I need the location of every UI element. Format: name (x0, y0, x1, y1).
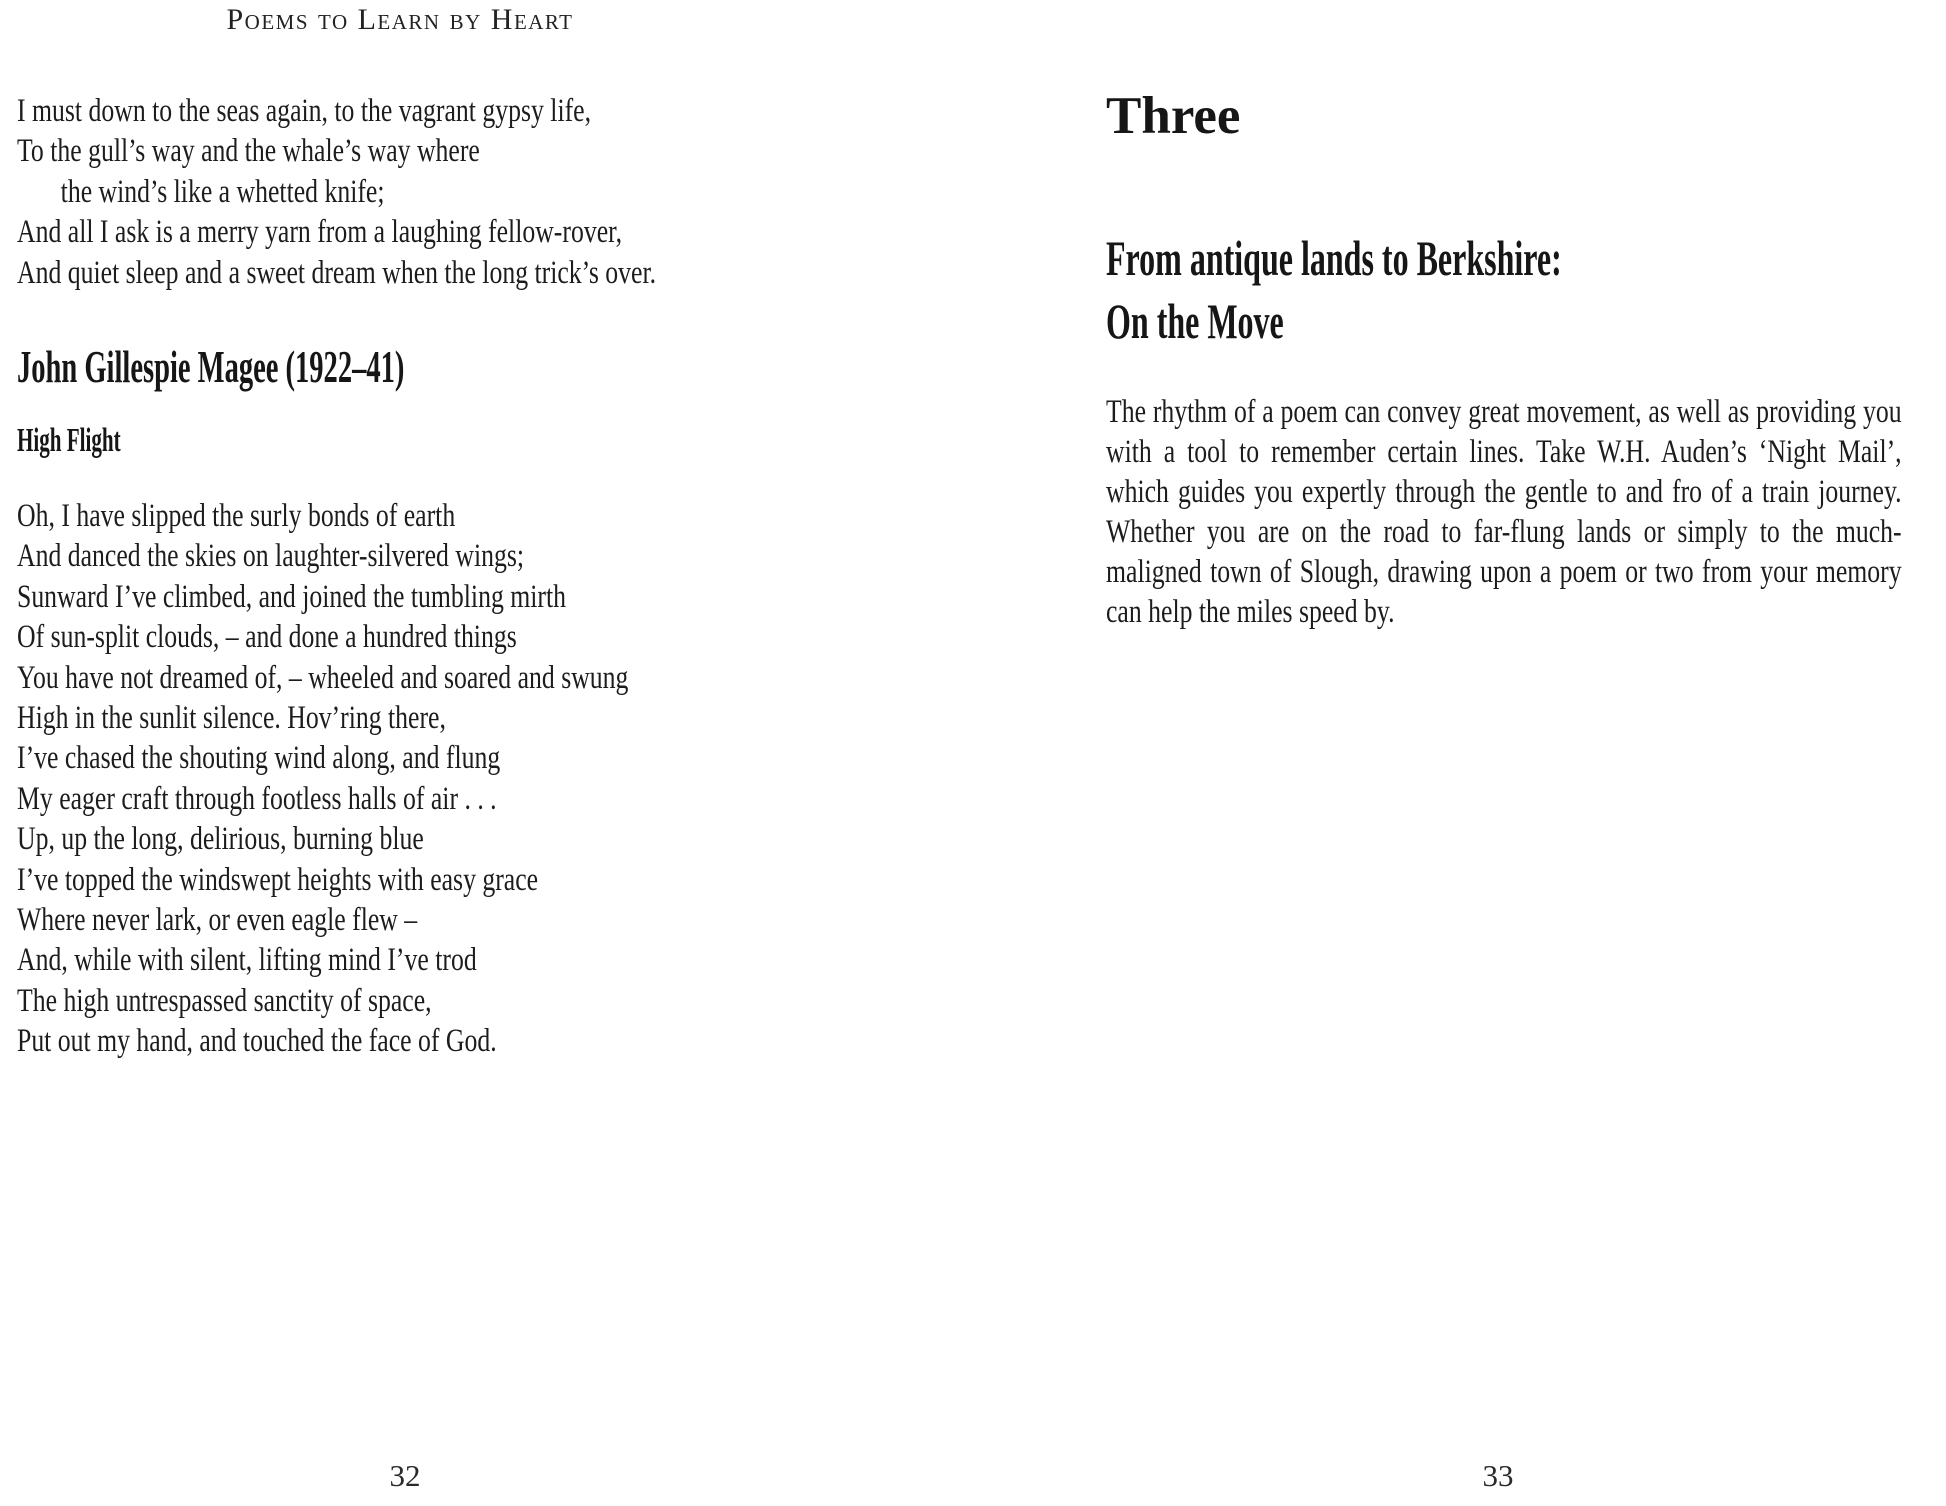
poem-line: You have not dreamed of, – wheeled and soared and swung (17, 659, 629, 696)
chapter-title (1106, 227, 1562, 353)
poem-line: The high untrespassed sanctity of space, (17, 982, 432, 1019)
chapter-title-line: From antique lands to Berkshire: (1106, 230, 1562, 286)
poem-line: the wind’s like a whetted knife; (60, 173, 385, 210)
poem-line: High in the sunlit silence. Hov’ring there, (17, 700, 446, 737)
poem-line: And all I ask is a merry yarn from a laughing fellow-rover, (17, 214, 623, 251)
poem-title: High Flight (17, 422, 121, 459)
poem-line: Put out my hand, and touched the face of God. (17, 1023, 497, 1060)
chapter-title-line: On the Move (1106, 293, 1284, 349)
chapter-intro-paragraph: The rhythm of a poem can convey great movement, as well as providing you with a tool to remember certain lines. Take W.H. Auden’s ‘Night Mail’, which guides you expertly through the gentle to and fro of a train journey. Whether you are on the road to far-flung lands or simply to the much-maligned town of Slough, drawing upon a poem or two from your memory can help the miles speed by. (1106, 394, 1902, 630)
poem-line: Sunward I’ve climbed, and joined the tumbling mirth (17, 578, 567, 615)
poem-line: Where never lark, or even eagle flew – (17, 902, 418, 939)
poem-line: I’ve chased the shouting wind along, and flung (17, 740, 501, 777)
poem-line: Up, up the long, delirious, burning blue (17, 821, 424, 858)
poem-line: And quiet sleep and a sweet dream when the long trick’s over. (17, 254, 657, 291)
running-header: Poems to Learn by Heart (226, 3, 574, 36)
poem-line: To the gull’s way and the whale’s way where (17, 133, 480, 170)
page-number-left: 32 (389, 1458, 421, 1493)
poem-line: I must down to the seas again, to the vagrant gypsy life, (17, 93, 592, 129)
poem-line: And, while with silent, lifting mind I’ve trod (17, 942, 477, 979)
high-flight-stanza (17, 496, 628, 1062)
poem-line: Oh, I have slipped the surly bonds of earth (17, 498, 456, 534)
poem-line: My eager craft through footless halls of air . . . (17, 780, 497, 817)
sea-fever-stanza (17, 91, 656, 293)
author-heading: John Gillespie Magee (1922–41) (17, 341, 405, 392)
poem-line: Of sun-split clouds, – and done a hundred things (17, 619, 517, 656)
page-number-right: 33 (1482, 1458, 1514, 1493)
poem-line: And danced the skies on laughter-silvered wings; (17, 538, 525, 575)
chapter-number: Three (1106, 87, 1241, 145)
poem-line: I’ve topped the windswept heights with easy grace (17, 861, 539, 898)
